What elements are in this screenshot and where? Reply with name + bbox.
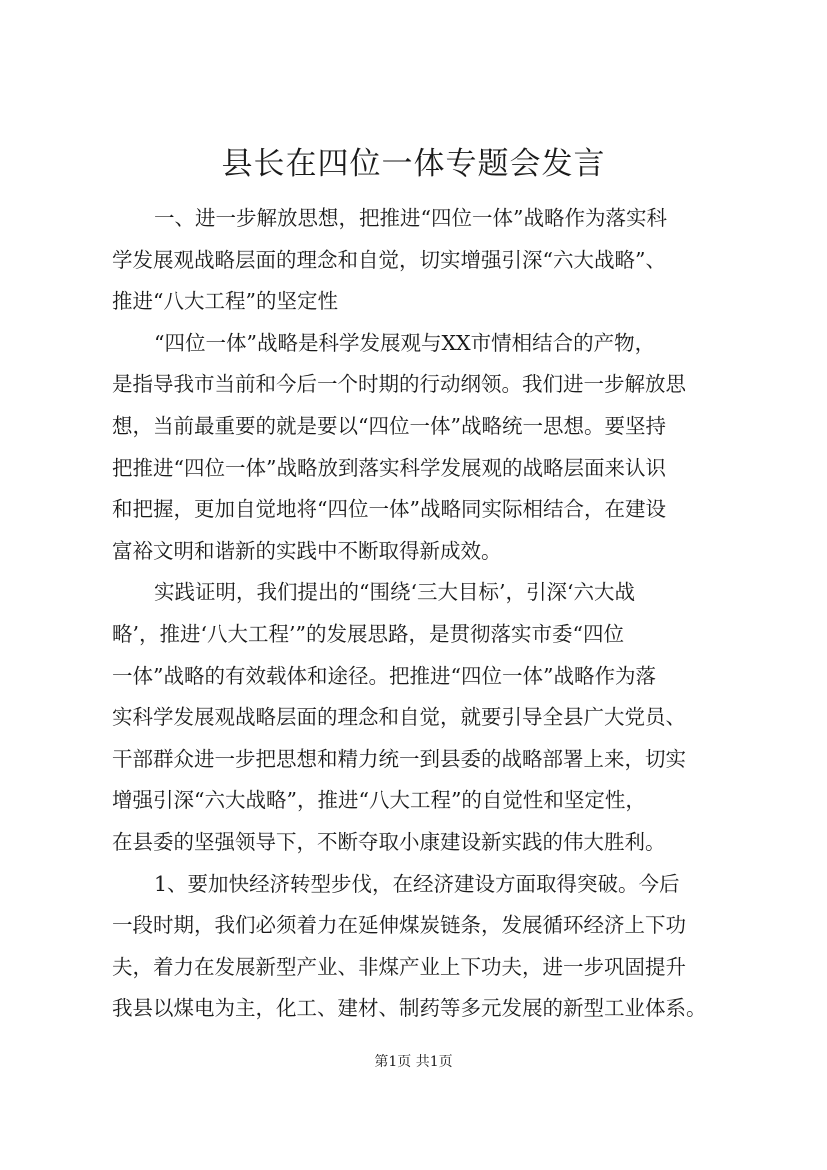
text-line: 富裕文明和谐新的实践中不断取得新成效。	[112, 538, 502, 563]
text-line: 在县委的坚强领导下，不断夺取小康建设新实践的伟大胜利。	[112, 829, 666, 854]
text-line: 夫，着力在发展新型产业、非煤产业上下功夫，进一步巩固提升	[112, 954, 686, 979]
text-line: 实践证明，我们提出的“围绕‘三大目标’，引深‘六大战	[154, 580, 636, 605]
text-line: 一段时期，我们必须着力在延伸煤炭链条，发展循环经济上下功	[112, 913, 686, 938]
text-line: 把推进“四位一体”战略放到落实科学发展观的战略层面来认识	[112, 455, 666, 480]
text-line: 干部群众进一步把思想和精力统一到县委的战略部署上来，切实	[112, 746, 686, 771]
page-footer: 第1页 共1页	[374, 1054, 453, 1070]
text-line: 我县以煤电为主，化工、建材、制药等多元发展的新型工业体系。	[112, 996, 707, 1021]
text-line: 实科学发展观战略层面的理念和自觉，就要引导全县广大党员、	[112, 705, 686, 730]
text-line: “四位一体”战略是科学发展观与XX市情相结合的产物，	[154, 330, 656, 355]
page-title: 县长在四位一体专题会发言	[221, 146, 606, 182]
text-line: 学发展观战略层面的理念和自觉，切实增强引深“六大战略”、	[112, 247, 666, 272]
text-line: 1、要加快经济转型步伐，在经济建设方面取得突破。今后	[154, 871, 680, 896]
document-body	[112, 198, 724, 1030]
text-line: 略’，推进‘八大工程’”的发展思路，是贯彻落实市委“四位	[112, 621, 625, 646]
text-line: 是指导我市当前和今后一个时期的行动纲领。我们进一步解放思	[112, 372, 686, 397]
text-line: 一体”战略的有效载体和途径。把推进“四位一体”战略作为落	[112, 663, 656, 688]
text-line: 增强引深“六大战略”，推进“八大工程”的自觉性和坚定性，	[112, 788, 646, 813]
text-line: 推进“八大工程”的坚定性	[112, 289, 338, 314]
text-line: 想，当前最重要的就是要以“四位一体”战略统一思想。要坚持	[112, 413, 666, 438]
text-line: 和把握，更加自觉地将“四位一体”战略同实际相结合，在建设	[112, 497, 666, 522]
text-line: 一、进一步解放思想，把推进“四位一体”战略作为落实科	[154, 206, 667, 230]
